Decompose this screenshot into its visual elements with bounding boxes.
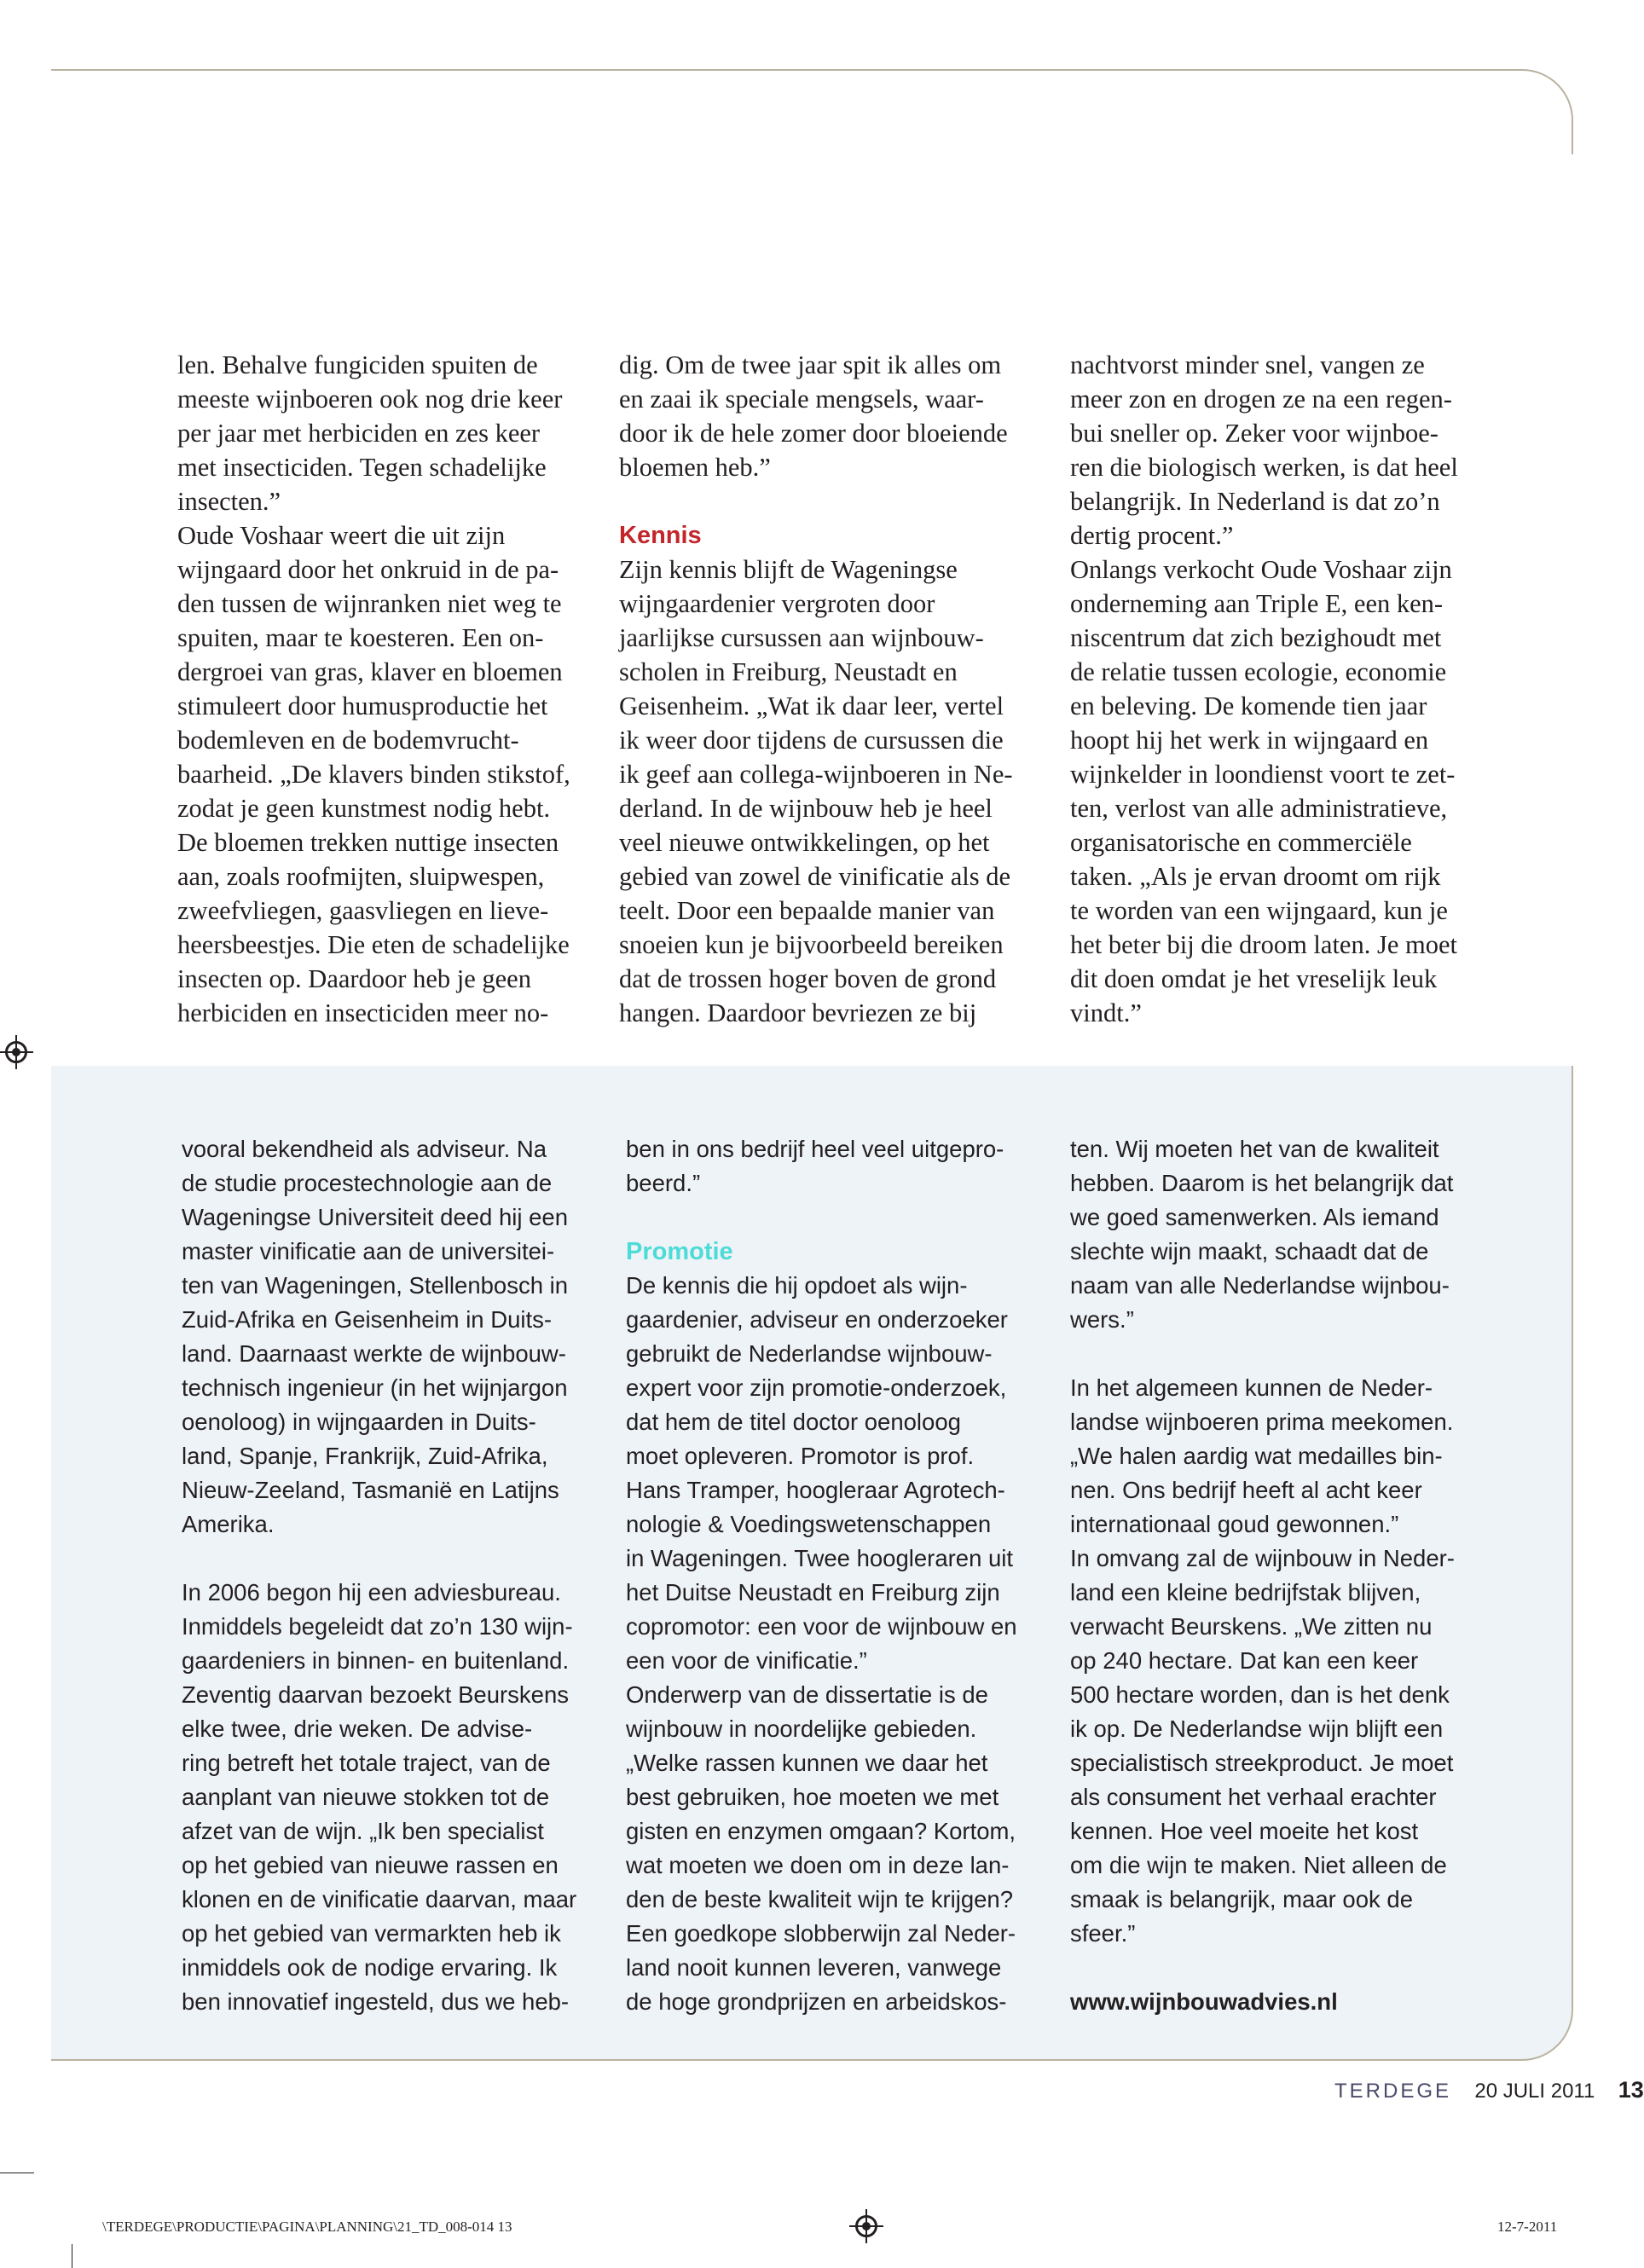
text-line: nen. Ons bedrijf heeft al acht keer — [1070, 1477, 1422, 1503]
box-column-1 — [182, 1132, 608, 2019]
text-line: bodemleven en de bodemvrucht- — [177, 726, 519, 755]
registration-mark-icon — [855, 2215, 877, 2237]
text-line: Inmiddels begeleidt dat zo’n 130 wijn- — [182, 1613, 573, 1640]
text-line: In 2006 begon hij een adviesbureau. — [182, 1579, 561, 1606]
text-line: herbiciden en insecticiden meer no- — [177, 998, 549, 1027]
print-slug-date: 12-7-2011 — [1497, 2219, 1558, 2235]
text-line: meeste wijnboeren ook nog drie keer — [177, 385, 563, 414]
text-line: onderneming aan Triple E, een ken- — [1070, 589, 1444, 618]
text-line: ren die biologisch werken, is dat heel — [1070, 453, 1458, 482]
text-line: snoeien kun je bijvoorbeeld bereiken — [619, 930, 1004, 959]
text-line: Hans Tramper, hoogleraar Agrotech- — [626, 1477, 1005, 1503]
paragraph — [1070, 1371, 1496, 1951]
text-line: „We halen aardig wat medailles bin- — [1070, 1443, 1443, 1469]
text-line: in Wageningen. Twee hoogleraren uit — [626, 1545, 1014, 1571]
text-line: wijngaard door het onkruid in de pa- — [177, 555, 559, 584]
text-line: aanplant van nieuwe stokken tot de — [182, 1784, 550, 1810]
text-line: naam van alle Nederlandse wijnbou- — [1070, 1272, 1450, 1299]
text-line: oenoloog) in wijngaarden in Duits- — [182, 1409, 536, 1435]
text-line: hebben. Daarom is het belangrijk dat — [1070, 1170, 1454, 1196]
sidebar-box — [51, 1066, 1573, 2061]
text-line: hoopt hij het werk in wijngaard en — [1070, 726, 1429, 755]
text-line: In omvang zal de wijnbouw in Neder- — [1070, 1545, 1455, 1571]
text-line: land. Daarnaast werkte de wijnbouw- — [182, 1340, 566, 1367]
text-line: Geisenheim. „Wat ik daar leer, vertel — [619, 691, 1004, 720]
text-line: jaarlijkse cursussen aan wijnbouw- — [619, 623, 984, 652]
text-line: den tussen de wijnranken niet weg te — [177, 589, 562, 618]
text-line: den de beste kwaliteit wijn te krijgen? — [626, 1886, 1014, 1912]
text-line: gaardenier, adviseur en onderzoeker — [626, 1306, 1008, 1333]
text-line: dergroei van gras, klaver en bloemen — [177, 657, 563, 686]
text-line: len. Behalve fungiciden spuiten de — [177, 350, 538, 379]
text-line: wijnkelder in loondienst voort te zet- — [1070, 760, 1456, 789]
text-line: afzet van de wijn. „Ik ben specialist — [182, 1818, 544, 1844]
magazine-name: TERDEGE — [1334, 2080, 1452, 2103]
paragraph — [182, 1132, 608, 1542]
paragraph — [177, 348, 587, 1030]
text-line: dertig procent.” — [1070, 521, 1234, 550]
text-line: met insecticiden. Tegen schadelijke — [177, 453, 547, 482]
text-line: wers.” — [1070, 1306, 1134, 1333]
text-line: derland. In de wijnbouw heb je heel — [619, 794, 993, 823]
section-heading: Kennis — [619, 522, 702, 549]
text-line: hangen. Daardoor bevriezen ze bij — [619, 998, 977, 1027]
text-line: dit doen omdat je het vreselijk leuk — [1070, 964, 1438, 993]
text-line: zodat je geen kunstmest nodig hebt. — [177, 794, 551, 823]
text-line: aan, zoals roofmijten, sluipwespen, — [177, 862, 545, 891]
text-line: wat moeten we doen om in deze lan- — [626, 1852, 1010, 1878]
text-line: moet opleveren. Promotor is prof. — [626, 1443, 975, 1469]
text-line: specialistisch streekproduct. Je moet — [1070, 1750, 1454, 1776]
text-line: Onderwerp van de dissertatie is de — [626, 1681, 988, 1708]
text-line: heersbeestjes. Die eten de schadelijke — [177, 930, 570, 959]
text-line: copromotor: een voor de wijnbouw en — [626, 1613, 1017, 1640]
text-line: zweefvliegen, gaasvliegen en lieve- — [177, 896, 549, 925]
text-line: ben innovatief ingesteld, dus we heb- — [182, 1988, 570, 2015]
paragraph-gap — [619, 484, 1045, 518]
text-line: en zaai ik speciale mengsels, waar- — [619, 385, 984, 414]
text-line: insecten op. Daardoor heb je geen — [177, 964, 531, 993]
text-line: vindt.” — [1070, 998, 1142, 1027]
text-line: een voor de vinificatie.” — [626, 1647, 867, 1674]
paragraph — [1070, 348, 1496, 1030]
text-line: elke twee, drie weken. De advise- — [182, 1715, 533, 1742]
text-line: verwacht Beurskens. „We zitten nu — [1070, 1613, 1433, 1640]
text-line: In het algemeen kunnen de Neder- — [1070, 1374, 1433, 1401]
page-folio — [1334, 2077, 1644, 2103]
text-line: Zeventig daarvan bezoekt Beurskens — [182, 1681, 570, 1708]
box-column-2 — [626, 1132, 1052, 2019]
text-line: ben in ons bedrijf heel veel uitgepro- — [626, 1136, 1004, 1162]
text-line: niscentrum dat zich bezighoudt met — [1070, 623, 1442, 652]
page-number: 13 — [1618, 2077, 1644, 2103]
paragraph — [182, 1576, 608, 2019]
paragraph — [619, 348, 1045, 484]
text-line: dat hem de titel doctor oenoloog — [626, 1409, 961, 1435]
paragraph-gap — [1070, 1951, 1496, 1985]
text-line: per jaar met herbiciden en zes keer — [177, 419, 541, 448]
text-line: baarheid. „De klavers binden stikstof, — [177, 760, 570, 789]
text-line: Een goedkope slobberwijn zal Neder- — [626, 1920, 1016, 1947]
text-line: meer zon en drogen ze na een regen- — [1070, 385, 1452, 414]
text-line: de hoge grondprijzen en arbeidskos- — [626, 1988, 1007, 2015]
text-line: Oude Voshaar weert die uit zijn — [177, 521, 506, 550]
text-line: smaak is belangrijk, maar ook de — [1070, 1886, 1413, 1912]
text-line: als consument het verhaal erachter — [1070, 1784, 1437, 1810]
text-line: sfeer.” — [1070, 1920, 1136, 1947]
text-line: ten. Wij moeten het van de kwaliteit — [1070, 1136, 1439, 1162]
text-line: vooral bekendheid als adviseur. Na — [182, 1136, 547, 1162]
text-line: wijnbouw in noordelijke gebieden. — [626, 1715, 977, 1742]
text-line: organisatorische en commerciële — [1070, 828, 1412, 857]
article-column-2 — [619, 348, 1045, 1030]
text-line: het beter bij die droom laten. Je moet — [1070, 930, 1457, 959]
text-line: door ik de hele zomer door bloeiende — [619, 419, 1008, 448]
text-line: op het gebied van vermarkten heb ik — [182, 1920, 561, 1947]
text-line: de relatie tussen ecologie, economie — [1070, 657, 1447, 686]
text-line: om die wijn te maken. Niet alleen de — [1070, 1852, 1447, 1878]
text-line: De kennis die hij opdoet als wijn- — [626, 1272, 968, 1299]
text-line: ik weer door tijdens de cursussen die — [619, 726, 1004, 755]
section-heading: Promotie — [626, 1238, 733, 1265]
registration-mark-icon — [5, 1041, 27, 1063]
text-line: ik op. De Nederlandse wijn blijft een — [1070, 1715, 1444, 1742]
paragraph-gap — [1070, 1337, 1496, 1371]
text-line: ten, verlost van alle administratieve, — [1070, 794, 1448, 823]
text-line: teelt. Door een bepaalde manier van — [619, 896, 995, 925]
text-line: master vinificatie aan de universitei- — [182, 1238, 555, 1264]
text-line: op 240 hectare. Dat kan een keer — [1070, 1647, 1419, 1674]
text-line: best gebruiken, hoe moeten we met — [626, 1784, 999, 1810]
text-line: expert voor zijn promotie-onderzoek, — [626, 1374, 1007, 1401]
text-line: Wageningse Universiteit deed hij een — [182, 1204, 568, 1230]
text-line: kennen. Hoe veel moeite het kost — [1070, 1818, 1419, 1844]
text-line: stimuleert door humusproductie het — [177, 691, 548, 720]
text-line: en beleving. De komende tien jaar — [1070, 691, 1427, 720]
text-line: taken. „Als je ervan droomt om rijk — [1070, 862, 1441, 891]
paragraph — [626, 1269, 1052, 2019]
text-line: op het gebied van nieuwe rassen en — [182, 1852, 559, 1878]
website-link[interactable]: www.wijnbouwadvies.nl — [1070, 1988, 1338, 2015]
text-line: 500 hectare worden, dan is het denk — [1070, 1681, 1450, 1708]
text-line: ten van Wageningen, Stellenbosch in — [182, 1272, 569, 1299]
paragraph-gap — [182, 1542, 608, 1576]
text-line: ring betreft het totale traject, van de — [182, 1750, 551, 1776]
text-line: spuiten, maar te koesteren. Een on- — [177, 623, 544, 652]
text-line: veel nieuwe ontwikkelingen, op het — [619, 828, 990, 857]
text-line: land een kleine bedrijfstak blijven, — [1070, 1579, 1421, 1606]
print-slug-path: \TERDEGE\PRODUCTIE\PAGINA\PLANNING\21_TD_008-014 13 — [102, 2219, 512, 2235]
text-line: te worden van een wijngaard, kun je — [1070, 896, 1448, 925]
text-line: Zijn kennis blijft de Wageningse — [619, 555, 958, 584]
text-line: gisten en enzymen omgaan? Kortom, — [626, 1818, 1016, 1844]
text-line: Nieuw-Zeeland, Tasmanië en Latijns — [182, 1477, 559, 1503]
text-line: Zuid-Afrika en Geisenheim in Duits- — [182, 1306, 553, 1333]
text-line: land nooit kunnen leveren, vanwege — [626, 1954, 1002, 1981]
text-line: slechte wijn maakt, schaadt dat de — [1070, 1238, 1429, 1264]
text-line: gebruikt de Nederlandse wijnbouw- — [626, 1340, 993, 1367]
text-line: beerd.” — [626, 1170, 701, 1196]
text-line: bui sneller op. Zeker voor wijnboe- — [1070, 419, 1438, 448]
text-line: „Welke rassen kunnen we daar het — [626, 1750, 988, 1776]
article-column-3 — [1070, 348, 1496, 1030]
text-line: landse wijnboeren prima meekomen. — [1070, 1409, 1454, 1435]
paragraph — [1070, 1132, 1496, 1337]
paragraph — [619, 553, 1045, 1030]
text-line: land, Spanje, Frankrijk, Zuid-Afrika, — [182, 1443, 548, 1469]
text-line: ik geef aan collega-wijnboeren in Ne- — [619, 760, 1013, 789]
text-line: technisch ingenieur (in het wijnjargon — [182, 1374, 568, 1401]
paragraph-gap — [626, 1201, 1052, 1235]
text-line: insecten.” — [177, 487, 281, 516]
text-line: wijngaardenier vergroten door — [619, 589, 935, 618]
text-line: het Duitse Neustadt en Freiburg zijn — [626, 1579, 1000, 1606]
text-line: scholen in Freiburg, Neustadt en — [619, 657, 958, 686]
issue-date: 20 JULI 2011 — [1474, 2080, 1595, 2103]
text-line: nachtvorst minder snel, vangen ze — [1070, 350, 1425, 379]
text-line: klonen en de vinificatie daarvan, maar — [182, 1886, 577, 1912]
text-line: gaardeniers in binnen- en buitenland. — [182, 1647, 570, 1674]
text-line: nologie & Voedingswetenschappen — [626, 1511, 992, 1537]
text-line: Onlangs verkocht Oude Voshaar zijn — [1070, 555, 1452, 584]
paragraph — [626, 1132, 1052, 1201]
text-line: we goed samenwerken. Als iemand — [1070, 1204, 1439, 1230]
text-line: De bloemen trekken nuttige insecten — [177, 828, 559, 857]
box-column-3 — [1070, 1132, 1496, 2019]
text-line: inmiddels ook de nodige ervaring. Ik — [182, 1954, 558, 1981]
text-line: de studie procestechnologie aan de — [182, 1170, 553, 1196]
text-line: dat de trossen hoger boven de grond — [619, 964, 997, 993]
page-frame-line — [51, 69, 1573, 154]
text-line: Amerika. — [182, 1511, 275, 1537]
text-line: belangrijk. In Nederland is dat zo’n — [1070, 487, 1440, 516]
text-line: dig. Om de twee jaar spit ik alles om — [619, 350, 1002, 379]
text-line: bloemen heb.” — [619, 453, 771, 482]
text-line: gebied van zowel de vinificatie als de — [619, 862, 1011, 891]
text-line: internationaal goud gewonnen.” — [1070, 1511, 1399, 1537]
article-column-1 — [177, 348, 587, 1030]
